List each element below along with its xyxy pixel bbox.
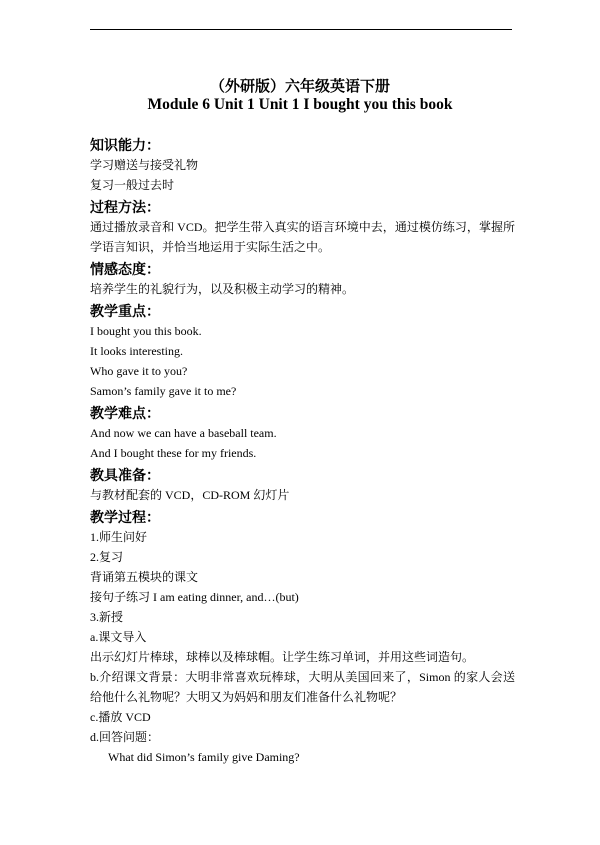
procedure-step: 3.新授 xyxy=(90,610,124,624)
document-title-english: Module 6 Unit 1 Unit 1 I bought you this book xyxy=(147,96,453,113)
key-point-line: It looks interesting. xyxy=(90,344,183,358)
difficulty-line: And I bought these for my friends. xyxy=(90,446,257,460)
procedure-line: 背诵第五模块的课文 xyxy=(90,570,199,584)
difficulty-line: And now we can have a baseball team. xyxy=(90,426,277,440)
section-heading-attitude: 情感态度： xyxy=(90,262,160,278)
section-heading-difficulties: 教学难点： xyxy=(90,406,160,422)
materials-line: 与教材配套的 VCD，CD-ROM 幻灯片 xyxy=(90,488,290,502)
header-rule xyxy=(90,29,512,30)
procedure-substep: c.播放 VCD xyxy=(90,710,151,724)
section-heading-procedure: 教学过程： xyxy=(90,510,160,526)
section-heading-materials: 教具准备： xyxy=(90,468,160,484)
document-title-chinese: （外研版）六年级英语下册 xyxy=(209,77,390,95)
attitude-line: 培养学生的礼貌行为，以及积极主动学习的精神。 xyxy=(90,282,355,296)
procedure-step: 2.复习 xyxy=(90,550,124,564)
process-paragraph: 通过播放录音和 VCD。把学生带入真实的语言环境中去，通过模仿练习，掌握所学语言知识，并恰当地运用于实际生活之中。 xyxy=(90,220,515,254)
procedure-step: 1.师生问好 xyxy=(90,530,148,544)
knowledge-line: 学习赠送与接受礼物 xyxy=(90,158,199,172)
procedure-question: What did Simon’s family give Daming? xyxy=(108,750,300,764)
procedure-line: 接句子练习 I am eating dinner, and…(but) xyxy=(90,590,299,604)
knowledge-line: 复习一般过去时 xyxy=(90,178,175,192)
procedure-substep: d.回答问题： xyxy=(90,730,160,744)
section-heading-process: 过程方法： xyxy=(90,200,160,216)
section-heading-knowledge: 知识能力： xyxy=(90,138,160,154)
procedure-background-paragraph: b.介绍课文背景：大明非常喜欢玩棒球，大明从美国回来了，Simon 的家人会送给他什么礼物呢？大明又为妈妈和朋友们准备什么礼物呢？ xyxy=(90,670,515,704)
key-point-line: Who gave it to you? xyxy=(90,364,188,378)
procedure-substep: a.课文导入 xyxy=(90,630,147,644)
key-point-line: Samon’s family gave it to me? xyxy=(90,384,237,398)
document-body xyxy=(90,137,515,767)
procedure-line: 出示幻灯片棒球，球棒以及棒球帽。让学生练习单词，并用这些词造句。 xyxy=(90,650,475,664)
key-point-line: I bought you this book. xyxy=(90,324,202,338)
section-heading-key-points: 教学重点： xyxy=(90,304,160,320)
